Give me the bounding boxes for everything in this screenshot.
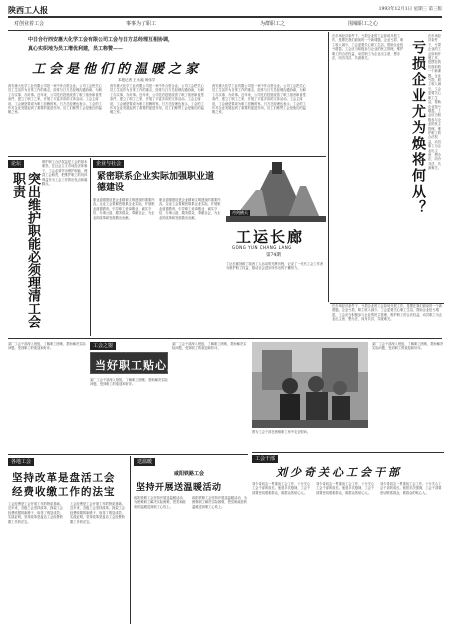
right-column bbox=[332, 32, 444, 302]
photo-story-title: 当好职工贴心人 bbox=[95, 359, 179, 372]
bottom-right-col-1: 刘少奇同志一贯重视工会工作，十分关心工会干部的成长。他曾多次强调，工会干部要密切联系群众，做群众的贴心人。 bbox=[252, 482, 311, 495]
photo-story bbox=[8, 340, 248, 452]
bottom-right-title: 刘少奇关心工会干部 bbox=[276, 466, 402, 479]
date-line: 1993年12月1日 星期三 第三版 bbox=[378, 7, 442, 12]
nav-item-2[interactable]: 事事为了职工 bbox=[126, 21, 157, 27]
left-vertical-tag: 论坛 bbox=[8, 160, 24, 168]
nav-rule bbox=[8, 30, 442, 31]
middle-story-tag: 企业与社会 bbox=[93, 160, 124, 168]
bottom-middle-tag: 送温暖 bbox=[134, 458, 155, 466]
left-divider bbox=[90, 158, 91, 336]
bottom-left-col-2: 工会经费是工会开展工作的物质基础。近年来，各级工会坚持改革，探索工会经费收缴的新路子，取得了明显成效。实践证明，坚持改革是盘活工会经费收缴工作的法宝。 bbox=[70, 502, 126, 524]
right-column-col-b: 在市场经济条件下，亏损企业的工会如何开展工作，是摆在我们面前的一个新课题。企业亏损，职工收入减少，工会更要关心职工生活，帮助企业扭亏增盈。工会应当积极参与企业的民主管理，维护职工的合法权益，动员职工为企业出主意、想办法，同舟共济，共渡难关。 bbox=[428, 34, 441, 171]
photo-side-text: 某厂工会干部深入班组，了解职工困难，帮助解决实际问题，受到职工的欢迎和好评。 bbox=[372, 342, 444, 351]
top-story-col-1: 西安惠大化学工业有限公司是一家中外合资企业。公司工会把关心员工生活作为日常工作的重点，经常与日方总经理沟通协商，为职工办实事、办好事。近年来，公司先后投资改善了职工宿舍和食堂条件，建立了职工之家，开展了丰富多彩的文体活动。工会主席说，工会就是要成为职工信赖的家。日方总经理也表示，工会的工作对企业发展起到了重要的促进作用，员工们称赞工会是他们的温暖之家。 bbox=[8, 84, 102, 115]
top-story bbox=[8, 32, 326, 154]
right-lower-body: 在市场经济条件下，亏损企业的工会如何开展工作，是摆在我们面前的一个新课题。企业亏损，职工收入减少，工会更要关心职工生活，帮助企业扭亏增盈。工会应当积极参与企业的民主管理，维护职工的合法权益，动员职工为企业出主意、想办法，同舟共济，共渡难关。 bbox=[332, 304, 443, 322]
nav-item-3[interactable]: 为群职工之 bbox=[260, 21, 286, 27]
bottom-middle-col-2: 咸阳铁路工会坚持开展送温暖活动，为困难职工解决实际困难，把党和政府的温暖送到职工心坎上。 bbox=[192, 496, 248, 509]
middle-story bbox=[93, 160, 223, 336]
photo-story-mid-text: 某厂工会干部深入班组，了解职工困难，帮助解决实际问题，受到职工的欢迎和好评。 bbox=[90, 378, 168, 387]
bottom-right-col-3: 刘少奇同志一贯重视工会工作，十分关心工会干部的成长。他曾多次强调，工会干部要密切联系群众，做群众的贴心人。 bbox=[380, 482, 442, 495]
right-column-col-a: 在市场经济条件下，亏损企业的工会如何开展工作，是摆在我们面前的一个新课题。企业亏损，职工收入减少，工会更要关心职工生活，帮助企业扭亏增盈。工会应当积极参与企业的民主管理，维护职工的合法权益，动员职工为企业出主意、想办法，同舟共济，共渡难关。 bbox=[332, 34, 404, 61]
bottom-left-tag: 各地工会 bbox=[8, 458, 34, 466]
paper-name: 陕西工人报 bbox=[8, 5, 48, 15]
bottom-right-tag: 工会干部 bbox=[252, 455, 278, 463]
photo-story-right-text: 某厂工会干部深入班组，了解职工困难，帮助解决实际问题，受到职工的欢迎和好评。 bbox=[172, 342, 247, 351]
top-story-kicker-1: 中日合行西安惠大化学工会有限公司工会与日方总经理互相协调， bbox=[28, 37, 174, 43]
bottom-right-rule bbox=[252, 452, 444, 453]
photo-story-tag: 工会之窗 bbox=[90, 342, 116, 350]
right-divider bbox=[328, 32, 329, 302]
left-vertical bbox=[8, 158, 88, 336]
gongyun-banner-image bbox=[226, 160, 326, 222]
nav-row bbox=[8, 19, 442, 29]
gongyun-subtitle: 丹剑横天 bbox=[232, 210, 248, 215]
top-story-kicker-2: 真心实织地为员工增优利建，员工称赞—— bbox=[28, 46, 124, 52]
gongyun-pinyin: GONG YUN CHANG LANG bbox=[232, 245, 292, 250]
top-story-title: 工会是他们的温暖之家 bbox=[32, 62, 203, 77]
gongyun-body: 工运长廊回顾了陕西工人运动的光辉历程，记录了一代代工会工作者为维护职工权益、推动社会进步所作出的不懈努力。 bbox=[226, 262, 324, 271]
middle-story-title: 紧密联系企业实际加强职业道德建设 bbox=[97, 172, 215, 193]
top-story-byline: 本报记者 王永福 何伟学 bbox=[118, 78, 156, 82]
photo-story-title-box bbox=[90, 352, 179, 374]
gongyun-section bbox=[226, 160, 326, 336]
photo-story-left-text: 某厂工会干部深入班组，了解职工困难，帮助解决实际问题，受到职工的欢迎和好评。 bbox=[8, 342, 86, 351]
bottom-middle-col-1: 咸阳铁路工会坚持开展送温暖活动，为困难职工解决实际困难，把党和政府的温暖送到职工心坎上。 bbox=[134, 496, 186, 509]
gongyun-title: 工运长廊 bbox=[236, 228, 305, 246]
top-story-col-3: 西安惠大化学工业有限公司是一家中外合资企业。公司工会把关心员工生活作为日常工作的重点，经常与日方总经理沟通协商，为职工办实事、办好事。近年来，公司先后投资改善了职工宿舍和食堂条件，建立了职工之家，开展了丰富多彩的文体活动。工会主席说，工会就是要成为职工信赖的家。日方总经理也表示，工会的工作对企业发展起到了重要的促进作用，员工们称赞工会是他们的温暖之家。 bbox=[212, 84, 306, 115]
top-story-rule bbox=[8, 156, 326, 157]
left-vertical-title: 突出维护职能必须理清工会职责 bbox=[10, 172, 40, 328]
photo-caption: 图为工会干部在困难职工家中走访慰问。 bbox=[252, 430, 311, 434]
bottom-right-col-2: 刘少奇同志一贯重视工会工作，十分关心工会干部的成长。他曾多次强调，工会干部要密切联系群众，做群众的贴心人。 bbox=[316, 482, 375, 495]
middle-story-col-2: 职业道德建设是企业精神文明建设的重要内容。企业工会要紧密联系企业实际，开展职业道德教育，引导职工爱岗敬业、诚实守信、办事公道、服务群众、奉献社会，为企业的改革和发展做出贡献。 bbox=[159, 198, 221, 220]
gongyun-issue: 第74期 bbox=[266, 253, 281, 258]
masthead bbox=[8, 4, 442, 16]
bottom-left-story bbox=[8, 456, 128, 624]
masthead-rule bbox=[8, 16, 442, 18]
top-story-col-2: 西安惠大化学工业有限公司是一家中外合资企业。公司工会把关心员工生活作为日常工作的重点，经常与日方总经理沟通协商，为职工办实事、办好事。近年来，公司先后投资改善了职工宿舍和食堂条件，建立了职工之家，开展了丰富多彩的文体活动。工会主席说，工会就是要成为职工信赖的家。日方总经理也表示，工会的工作对企业发展起到了重要的促进作用，员工们称赞工会是他们的温暖之家。 bbox=[110, 84, 204, 115]
bottom-left-col-1: 工会经费是工会开展工作的物质基础。近年来，各级工会坚持改革，探索工会经费收缴的新路子，取得了明显成效。实践证明，坚持改革是盘活工会经费收缴工作的法宝。 bbox=[8, 502, 64, 524]
bottom-left-title-2: 经费收缴工作的法宝 bbox=[12, 486, 116, 498]
nav-item-1[interactable]: 对创业着工会 bbox=[14, 21, 45, 27]
left-vertical-body: 维护职工合法权益是工会的基本职责。在社会主义市场经济体制下，工会必须突出维护职能，理清工会职责，把维护职工的具体利益作为工会工作的出发点和落脚点。 bbox=[42, 160, 88, 187]
bottom-right-story bbox=[252, 452, 444, 624]
right-lower-rule bbox=[330, 303, 444, 304]
middle-rule bbox=[8, 338, 442, 339]
right-lower bbox=[332, 304, 444, 338]
bottom-middle-story bbox=[134, 456, 248, 624]
bottom-middle-kicker: 咸阳铁路工会 bbox=[174, 471, 205, 477]
nav-item-4[interactable]: 围壕职工之心 bbox=[348, 21, 379, 27]
right-column-title: 亏损企业尤为焕将何从？ bbox=[410, 40, 426, 216]
middle-story-col-1: 职业道德建设是企业精神文明建设的重要内容。企业工会要紧密联系企业实际，开展职业道德教育，引导职工爱岗敬业、诚实守信、办事公道、服务群众、奉献社会，为企业的改革和发展做出贡献。 bbox=[93, 198, 155, 220]
bottom-left-title-1: 坚持改革是盘活工会 bbox=[12, 472, 116, 484]
lower-rule bbox=[8, 454, 248, 455]
bottom-divider bbox=[130, 456, 131, 624]
news-photo bbox=[252, 342, 368, 428]
bottom-middle-title: 坚持开展送温暖活动 bbox=[136, 483, 222, 493]
